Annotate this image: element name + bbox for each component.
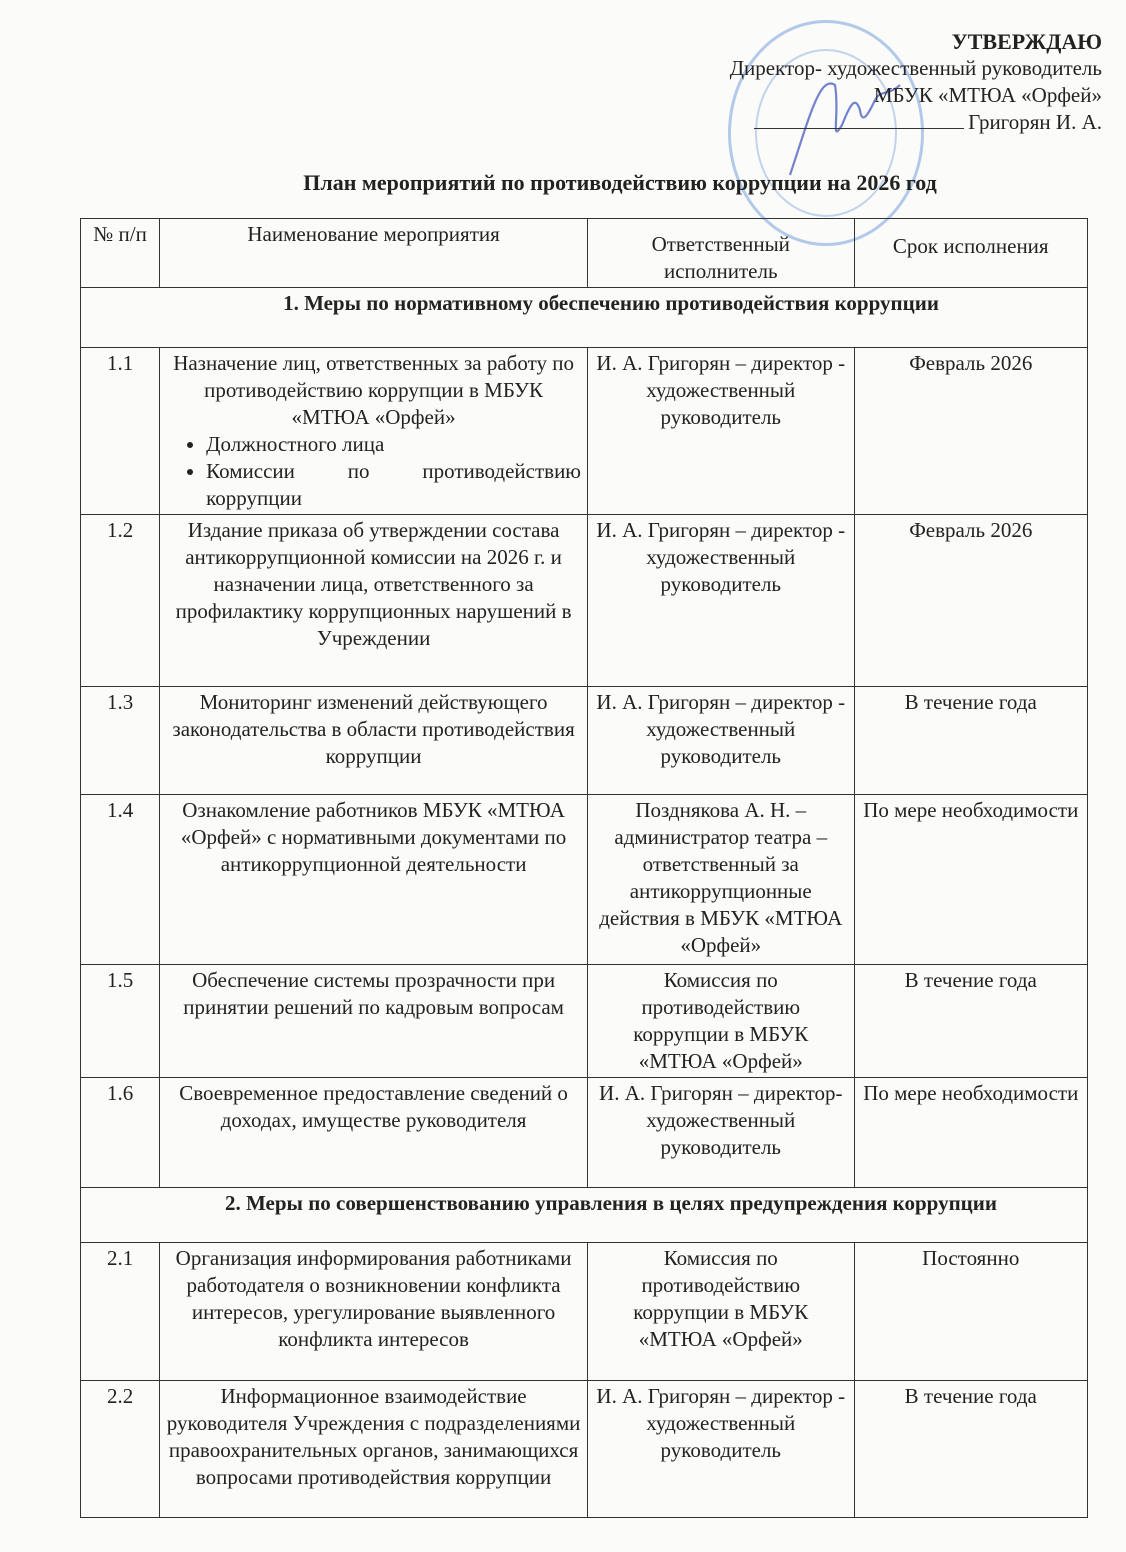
row-resp: И. А. Григорян – директор - художественный руководитель xyxy=(588,1381,855,1518)
row-num: 1.5 xyxy=(81,965,160,1078)
row-term: По мере необходимости xyxy=(854,795,1087,965)
table-row xyxy=(81,348,1088,515)
table-header-row xyxy=(81,219,1088,288)
approval-block xyxy=(730,28,1102,136)
row-num: 1.6 xyxy=(81,1078,160,1188)
section-row xyxy=(81,1188,1088,1243)
row-name-cell xyxy=(160,348,588,515)
table-row xyxy=(81,1078,1088,1188)
table-row xyxy=(81,1243,1088,1381)
header-num: № п/п xyxy=(81,219,160,288)
table-row xyxy=(81,965,1088,1078)
row-name: Назначение лиц, ответственных за работу по противодействию коррупции в МБУК «МТЮА «Орфей» xyxy=(173,351,574,429)
header-name: Наименование мероприятия xyxy=(160,219,588,288)
signature-line xyxy=(754,128,964,129)
row-name: Ознакомление работников МБУК «МТЮА «Орфей» с нормативными документами по антикоррупционной деятельности xyxy=(180,798,567,876)
row-resp: И. А. Григорян – директор- художественный руководитель xyxy=(588,1078,855,1188)
approval-name: Григорян И. А. xyxy=(968,110,1102,134)
row-num: 2.2 xyxy=(81,1381,160,1518)
row-num: 1.2 xyxy=(81,515,160,687)
row-name: Организация информирования работниками работодателя о возникновении конфликта интересов, урегулирование выявленного конфликта интересов xyxy=(175,1246,572,1351)
row-term: В течение года xyxy=(854,687,1087,795)
row-resp: И. А. Григорян – директор - художественный руководитель xyxy=(588,515,855,687)
row-resp: Комиссия по противодействию коррупции в МБУК «МТЮА «Орфей» xyxy=(588,1243,855,1381)
row-term: По мере необходимости xyxy=(854,1078,1087,1188)
section-title: 1. Меры по нормативному обеспечению противодействия коррупции xyxy=(81,288,1088,348)
row-term: В течение года xyxy=(854,1381,1087,1518)
row-term: Постоянно xyxy=(854,1243,1087,1381)
row-resp: Позднякова А. Н. – администратор театра – ответственный за антикоррупционные действия в МБУК «МТЮА «Орфей» xyxy=(588,795,855,965)
row-num: 2.1 xyxy=(81,1243,160,1381)
approval-org: МБУК «МТЮА «Орфей» xyxy=(873,83,1102,107)
approval-heading: УТВЕРЖДАЮ xyxy=(951,29,1102,54)
row-resp: И. А. Григорян – директор - художественный руководитель xyxy=(588,348,855,515)
row-num: 1.3 xyxy=(81,687,160,795)
row-name: Мониторинг изменений действующего законодательства в области противодействия коррупции xyxy=(172,690,575,768)
table-row xyxy=(81,515,1088,687)
row-num: 1.4 xyxy=(81,795,160,965)
row-name: Издание приказа об утверждении состава антикоррупционной комиссии на 2026 г. и назначении лица, ответственного за профилактику коррупционных нарушений в Учреждении xyxy=(175,518,572,650)
row-name-cell xyxy=(160,1243,588,1381)
document-title: План мероприятий по противодействию коррупции на 2026 год xyxy=(303,170,937,195)
approval-position: Директор- художественный руководитель xyxy=(729,56,1102,80)
row-name-cell xyxy=(160,965,588,1078)
bullet-item: • Комиссии по противодействию коррупции xyxy=(206,458,581,512)
row-resp: Комиссия по противодействию коррупции в МБУК «МТЮА «Орфей» xyxy=(588,965,855,1078)
section-title: 2. Меры по совершенствованию управления в целях предупреждения коррупции xyxy=(81,1188,1088,1243)
table-row xyxy=(81,1381,1088,1518)
table-row xyxy=(81,687,1088,795)
row-term: В течение года xyxy=(854,965,1087,1078)
row-name-cell xyxy=(160,795,588,965)
row-term: Февраль 2026 xyxy=(854,515,1087,687)
row-name: Обеспечение системы прозрачности при принятии решений по кадровым вопросам xyxy=(183,968,564,1019)
row-name-cell xyxy=(160,515,588,687)
header-resp: Ответственный исполнитель xyxy=(588,219,855,288)
header-term: Срок исполнения xyxy=(854,219,1087,288)
section-row xyxy=(81,288,1088,348)
row-resp: И. А. Григорян – директор - художественный руководитель xyxy=(588,687,855,795)
row-name-cell xyxy=(160,687,588,795)
row-term: Февраль 2026 xyxy=(854,348,1087,515)
row-name-cell xyxy=(160,1078,588,1188)
plan-table xyxy=(80,218,1088,1518)
row-num: 1.1 xyxy=(81,348,160,515)
bullet-list xyxy=(166,431,581,512)
row-name: Информационное взаимодействие руководителя Учреждения с подразделениями правоохранительных органов, занимающихся вопросами противодействия коррупции xyxy=(166,1384,581,1489)
row-name-cell xyxy=(160,1381,588,1518)
bullet-item: • Должностного лица xyxy=(206,431,581,458)
table-row xyxy=(81,795,1088,965)
row-name: Своевременное предоставление сведений о доходах, имуществе руководителя xyxy=(179,1081,568,1132)
